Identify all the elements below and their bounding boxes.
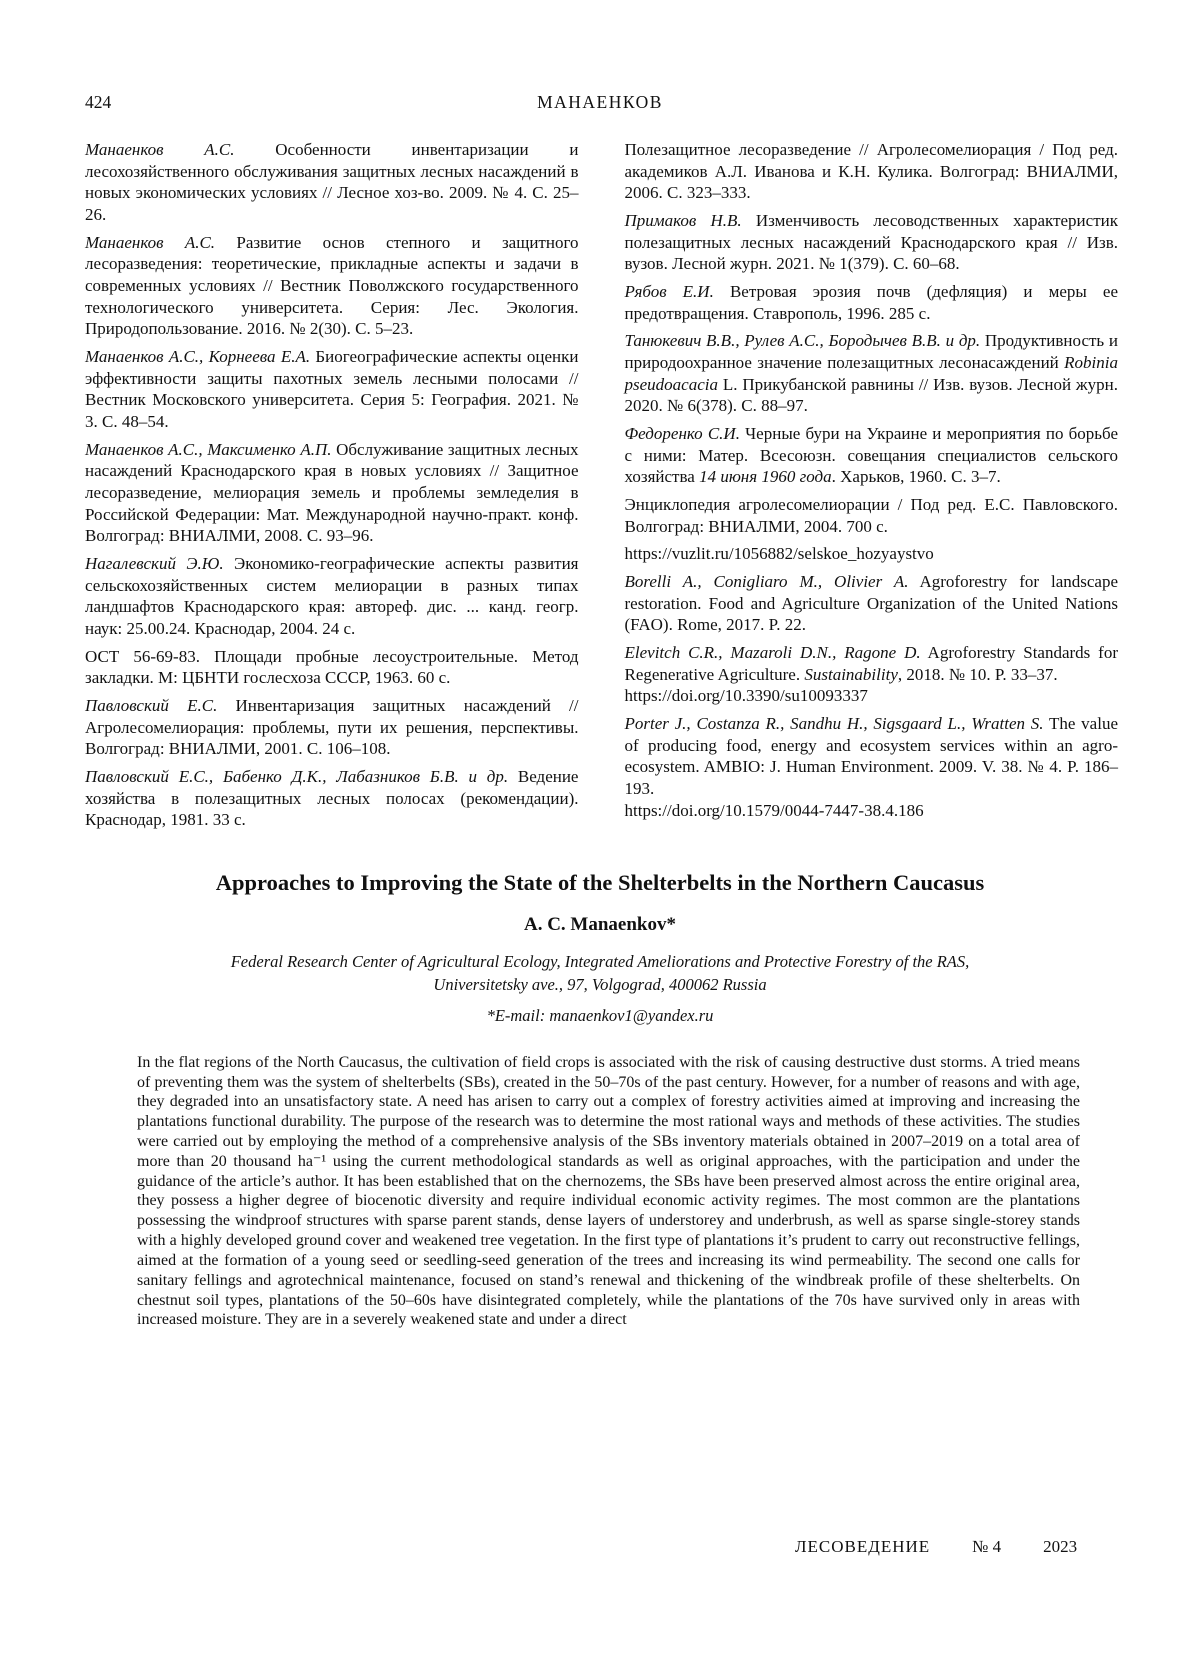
reference-item xyxy=(625,713,1119,821)
reference-authors: Манаенков А.С., Корнеева Е.А. xyxy=(85,347,311,367)
reference-item xyxy=(625,642,1119,707)
reference-text: Agroforestry for landscape restoration. Food and Agriculture Organization of the United Nations (FAO). Rome, 2017. P. 22. xyxy=(624,572,1119,635)
reference-item xyxy=(625,423,1119,488)
reference-text: The value of producing food, energy and ecosystem services within an agro-ecosystem. AMBIO: J. Human Environment. 2009. V. 38. № 4. P. 186–193. xyxy=(624,714,1118,799)
reference-column-left xyxy=(85,139,579,831)
reference-text: https://vuzlit.ru/1056882/selskoe_hozyaystvo xyxy=(624,544,934,564)
reference-item xyxy=(625,543,1119,565)
reference-item xyxy=(625,139,1119,204)
reference-text: , 2018. № 10. P. 33–37. xyxy=(897,664,1058,684)
reference-authors: Рябов Е.И. xyxy=(624,282,714,302)
references-section xyxy=(85,139,1118,831)
article-author: A. C. Manaenkov* xyxy=(523,914,676,936)
reference-authors: Танюкевич В.В., Рулев А.С., Бородычев В.В. и др. xyxy=(624,331,981,351)
reference-item xyxy=(625,330,1119,417)
publication-year: 2023 xyxy=(1043,1537,1078,1556)
reference-item xyxy=(625,494,1119,537)
reference-authors: Нагалевский Э.Ю. xyxy=(85,554,224,574)
reference-item xyxy=(625,210,1119,275)
article-email: *E-mail: manaenkov1@yandex.ru xyxy=(486,1005,714,1025)
reference-text: Полезащитное лесоразведение // Агролесомелиорация / Под ред. академиков А.Л. Иванова и К.Н. Кулика. Волгоград: ВНИАЛМИ, 2006. С. 323–333. xyxy=(624,140,1118,203)
reference-text: Инвентаризация защитных насаждений // Агролесомелиорация: проблемы, пути их решения, перспективы. Волгоград: ВНИАЛМИ, 2001. С. 106–108. xyxy=(85,696,579,759)
reference-text: Черные бури на Украине и мероприятия по борьбе с ними: Матер. Всесоюзн. совещания специалистов сельского хозяйства xyxy=(624,424,1118,487)
reference-text: ОСТ 56-69-83. Площади пробные лесоустроительные. Метод закладки. М: ЦБНТИ гослесхоза СССР, 1963. 60 с. xyxy=(85,646,579,688)
article-header xyxy=(0,869,1200,1026)
reference-text: Экономико-географические аспекты развития сельскохозяйственных систем мелиорации в разных типах ландшафтов Краснодарского края: автореф. дис. ... канд. геогр. наук: 25.00.24. Краснодар, 2004. 24 с. xyxy=(85,554,579,639)
reference-authors: Манаенков А.С. xyxy=(85,140,235,159)
affiliation-line-1: Federal Research Center of Agricultural Ecology, Integrated Ameliorations and Protective Forestry of the RAS, xyxy=(230,952,970,972)
reference-item xyxy=(85,232,579,340)
reference-authors: Sustainability xyxy=(804,664,898,684)
abstract-text: In the flat regions of the North Caucasus, the cultivation of field crops is associated with the risk of causing destructive dust storms. A tried means of preventing them was the system of shelterbelts (SBs), created in the 50–70s of the past century. However, for a number of reasons and with age, they degraded into an unsatisfactory state. A need has arisen to carry out a complex of forestry activities aimed at improving and increasing the plantations functional durability. The purpose of the research was to determine the most rational ways and methods of these activities. The studies were carried out by employing the method of a comprehensive analysis of the SBs inventory materials obtained in 2007–2019 on a total area of more than 20 thousand ha⁻¹ using the current methodological standards as well as original approaches, with the participation and under the guidance of the article’s author. It has been established that on the chernozems, the SBs have been preserved almost across the entire original area, they possess a higher degree of biocenotic diversity and require individual economic activity regimes. The most common are the plantations possessing the windproof structures with sparse parent stands, dense layers of understorey and underbrush, as well as sparse single-storey stands with a highly developed ground cover and weakened tree vegetation. In the first type of plantations it’s prudent to carry out reconstructive fellings, aimed at the formation of a young seed or seedling-seed generation of the trees and increasing its wind permeability. The second one calls for sanitary fellings and agrotechnical maintenance, focused on stand’s renewal and thickening of the windbreak profile of these shelterbelts. On chestnut soil types, plantations of the 50–60s have disintegrated completely, while the plantations of the 70s have survived only in areas with increased moisture. They are in a severely weakened state and under a direct xyxy=(137,1053,1080,1329)
article-affiliation xyxy=(0,951,1200,997)
reference-text: Ведение хозяйства в полезащитных лесных полосах (рекомендации). Краснодар, 1981. 33 с. xyxy=(85,767,579,830)
article-title: Approaches to Improving the State of the Shelterbelts in the Northern Caucasus xyxy=(215,870,985,896)
reference-text: Ветровая эрозия почв (дефляция) и меры ее предотвращения. Ставрополь, 1996. 285 с. xyxy=(624,282,1118,323)
reference-text: L. Прикубанской равнины // Изв. вузов. Лесной журн. 2020. № 6(378). С. 88–97. xyxy=(624,374,1118,416)
journal-footer xyxy=(795,1537,1077,1557)
reference-text: Обслуживание защитных лесных насаждений Краснодарского края в новых условиях // Защитное лесоразведение, мелиорация земель и проблемы земледелия в Российской Федерации: Мат. Международной научно-практ. конф. Волгоград: ВНИАЛМИ, 2008. С. 93–96. xyxy=(85,439,579,546)
affiliation-line-2: Universitetsky ave., 97, Volgograd, 400062 Russia xyxy=(433,974,767,994)
abstract-section xyxy=(137,1053,1080,1331)
running-title: МАНАЕНКОВ xyxy=(537,92,663,112)
reference-text: https://doi.org/10.1579/0044-7447-38.4.186 xyxy=(624,800,924,820)
reference-authors: 14 июня 1960 года xyxy=(699,467,832,487)
reference-item xyxy=(85,766,579,831)
journal-name: ЛЕСОВЕДЕНИЕ xyxy=(795,1537,931,1556)
reference-item xyxy=(85,553,579,640)
reference-text: Особенности инвентаризации и лесохозяйственного обслуживания защитных лесных насаждений в новых экономических условиях // Лесное хоз-во. 2009. № 4. С. 25–26. xyxy=(85,140,579,225)
reference-text: Энциклопедия агролесомелиорации / Под ред. Е.С. Павловского. Волгоград: ВНИАЛМИ, 2004. 700 с. xyxy=(624,495,1118,536)
reference-text: Развитие основ степного и защитного лесоразведения: теоретические, прикладные аспекты и задачи в современных условиях // Вестник Поволжского государственного технологического университета. Серия: Лес. Экология. Природопользование. 2016. № 2(30). С. 5–23. xyxy=(85,232,579,339)
reference-text: . Харьков, 1960. С. 3–7. xyxy=(831,467,1001,487)
reference-authors: Porter J., Costanza R., Sandhu H., Sigsgaard L., Wratten S. xyxy=(624,714,1044,734)
reference-authors: Robinia pseudoacacia xyxy=(624,353,1118,394)
reference-authors: Манаенков А.С. xyxy=(85,232,216,252)
reference-text: Биогеографические аспекты оценки эффективности защиты пахотных земель лесными полосами // Вестник Московского университета. Серия 5: География. 2021. № 3. С. 48–54. xyxy=(85,347,579,432)
reference-item xyxy=(85,646,579,689)
reference-authors: Манаенков А.С., Максименко А.П. xyxy=(85,439,332,459)
reference-text: Изменчивость лесоводственных характеристик полезащитных лесных насаждений Краснодарского края // Изв. вузов. Лесной журн. 2021. № 1(379). С. 60–68. xyxy=(624,211,1118,274)
issue-number: № 4 xyxy=(972,1537,1002,1556)
reference-column-right xyxy=(625,139,1119,831)
reference-item xyxy=(85,346,579,433)
reference-text: https://doi.org/10.3390/su10093337 xyxy=(624,686,868,706)
reference-text: Продуктивность и природоохранное значение полезащитных лесонасаждений xyxy=(624,331,1119,373)
reference-authors: Павловский Е.С., Бабенко Д.К., Лабазников Б.В. и др. xyxy=(85,767,509,787)
reference-item xyxy=(85,439,579,547)
page-number: 424 xyxy=(85,92,112,112)
reference-authors: Borelli A., Conigliaro M., Olivier A. xyxy=(624,572,909,592)
reference-item xyxy=(85,695,579,760)
reference-authors: Павловский Е.С. xyxy=(85,696,218,716)
reference-authors: Федоренко С.И. xyxy=(624,424,740,444)
reference-item xyxy=(625,281,1119,324)
reference-item xyxy=(85,139,579,226)
reference-item xyxy=(625,571,1119,636)
reference-authors: Elevitch C.R., Mazaroli D.N., Ragone D. xyxy=(624,643,921,663)
reference-text: Agroforestry Standards for Regenerative Agriculture. xyxy=(624,643,1118,684)
reference-authors: Примаков Н.В. xyxy=(624,211,742,231)
running-head xyxy=(85,92,1115,113)
